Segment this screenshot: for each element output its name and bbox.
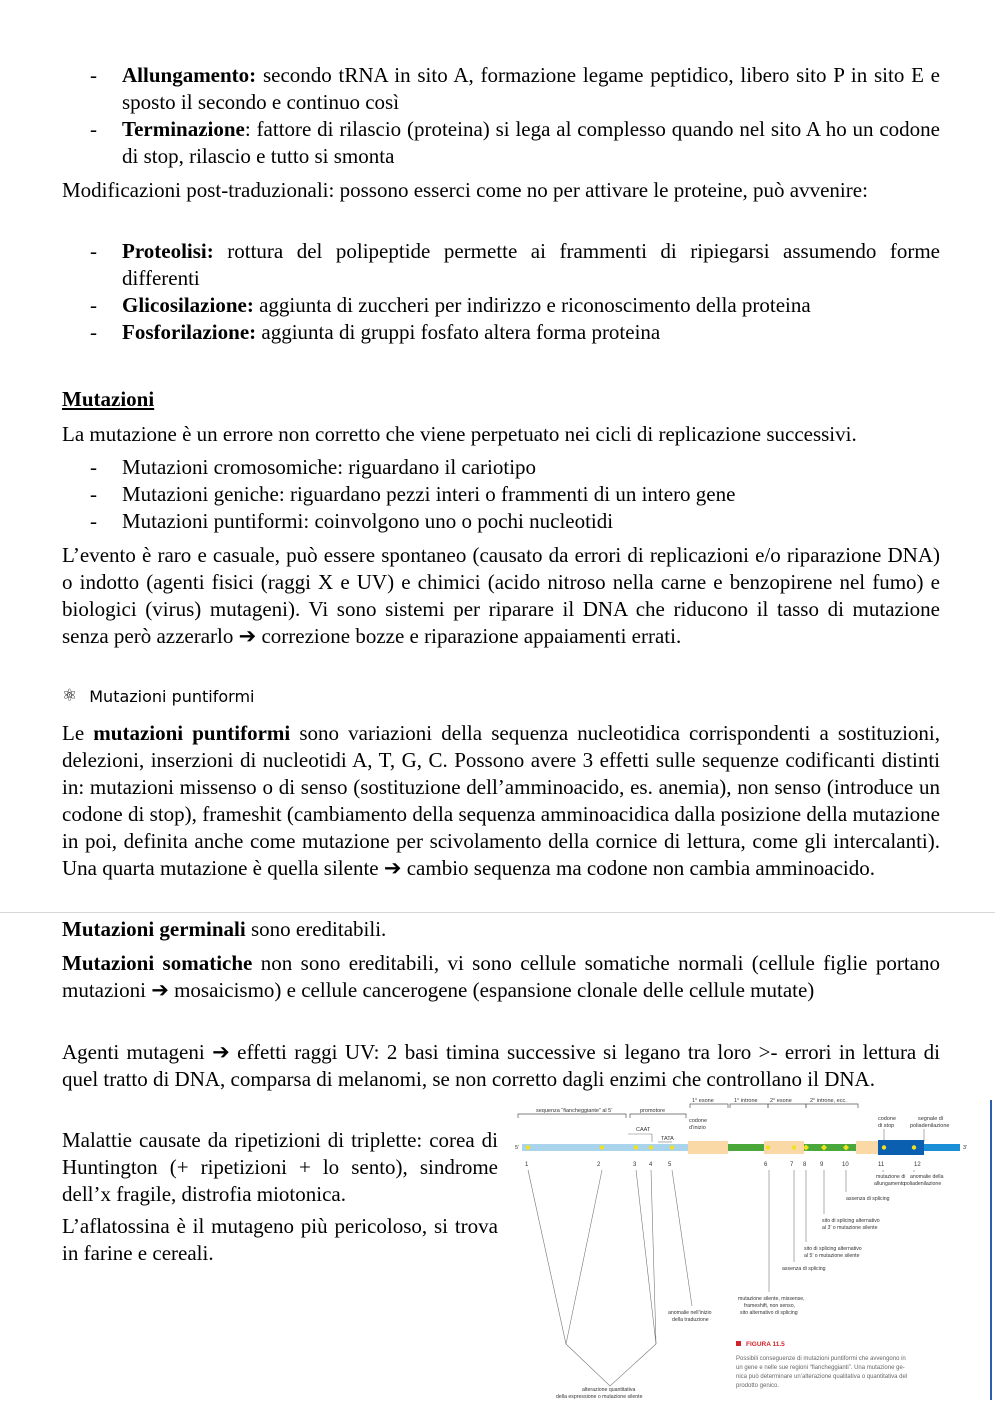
number-label: 8 bbox=[803, 1162, 807, 1168]
gene-diagram bbox=[506, 1096, 970, 1400]
list-item bbox=[62, 292, 940, 319]
agenti-paragraph bbox=[62, 1039, 940, 1093]
dash-bullet: - bbox=[90, 482, 97, 506]
label-anomalie-inizio-1: anomalie nell’inizio bbox=[668, 1310, 712, 1316]
label-silente-1: mutazione silente, missense, bbox=[738, 1296, 805, 1302]
dash-bullet: - bbox=[90, 117, 97, 141]
paragraph-bold: Mutazioni germinali bbox=[62, 917, 246, 941]
paragraph-text: effetti raggi UV: 2 basi timina successive si legano tra loro >- errori in lettura di quel tratto di DNA, comparsa di melanomi, se non corretto dagli enzimi che controllano il DNA. bbox=[62, 1040, 940, 1091]
arrow-right-icon: ➔ bbox=[238, 624, 257, 648]
label-anomalie-inizio-2: della traduzione bbox=[672, 1317, 709, 1323]
list-item-term: Terminazione bbox=[122, 117, 245, 141]
label-assenza-splicing-1: assenza di splicing bbox=[846, 1196, 890, 1202]
label-3-prime: 3’ bbox=[963, 1145, 968, 1151]
label-quantitativa-1: alterazione quantitativa bbox=[582, 1387, 636, 1393]
evento-paragraph bbox=[62, 542, 940, 650]
label-sito-alt-5-2: al 5’ o mutazione silente bbox=[804, 1253, 860, 1259]
caption-line: nica può determinare un’alterazione qualitativa o quantitativa del bbox=[736, 1374, 908, 1380]
aflatossina-paragraph bbox=[62, 1213, 498, 1267]
number-label: 6 bbox=[764, 1162, 768, 1168]
divider bbox=[0, 912, 995, 913]
malattie-paragraph bbox=[62, 1127, 498, 1208]
list-item-text: Mutazioni cromosomiche: riguardano il cariotipo bbox=[122, 455, 537, 479]
paragraph-bold: mutazioni puntiformi bbox=[93, 721, 291, 745]
paragraph-text: Malattie causate da ripetizioni di triplette: corea di Huntington (+ ripetizioni + lo sento), sindrome dell’x fragile, distrofia miotonica. bbox=[62, 1128, 498, 1206]
label-sito-alt-5-1: sito di splicing alternativo bbox=[804, 1246, 862, 1252]
label-codone-stop-1: codone bbox=[878, 1116, 897, 1122]
number-label: 7 bbox=[790, 1162, 794, 1168]
label-caat: CAAT bbox=[636, 1127, 651, 1133]
list-item-term: Glicosilazione: bbox=[122, 293, 254, 317]
label-segnale-2: poliadenilazione bbox=[910, 1123, 950, 1129]
post-translational-paragraph bbox=[62, 177, 940, 204]
list-item-text: Mutazioni puntiformi: coinvolgono uno o pochi nucleotidi bbox=[122, 509, 614, 533]
figure-point-mutations bbox=[506, 1096, 970, 1400]
converge-lines bbox=[566, 1344, 656, 1386]
list-item bbox=[62, 481, 940, 508]
caption-line: prodotto genico. bbox=[736, 1383, 780, 1389]
caption-line: un gene e nelle sue regioni “fiancheggianti”. Una mutazione ge- bbox=[736, 1365, 905, 1371]
puntiformi-paragraph bbox=[62, 720, 940, 882]
label-anomalie-poliad-2: poliadenilazione bbox=[904, 1181, 942, 1187]
germinali-paragraph bbox=[62, 916, 940, 943]
exon-last bbox=[856, 1141, 878, 1154]
arrow-right-icon: ➔ bbox=[151, 978, 169, 1002]
paragraph-text: correzione bozze e riparazione appaiamenti errati. bbox=[256, 624, 682, 648]
section-title-mutazioni: Mutazioni bbox=[62, 387, 155, 411]
paragraph-text: sono variazioni della sequenza nucleotidica corrispondenti a sostituzioni, delezioni, inserzioni di nucleotidi A, T, G, C. Possono avere 3 effetti sulle sequenze codificanti distinti in: mutazioni missenso o di senso (sostituzione dell’amminoacido, es. anemia), non senso (introduce un codone di stop), frameshit (cambiamento della sequenza amminoacidica dalla posizione della mutazione in poi, definita anche come mutazione per scivolamento della cornice di lettura, come gli intercalanti). Una quarta mutazione è quella silente bbox=[62, 721, 940, 880]
paragraph-text: L’aflatossina è il mutageno più pericoloso, si trova in farine e cereali. bbox=[62, 1214, 498, 1265]
list-item-text: aggiunta di zuccheri per indirizzo e riconoscimento della proteina bbox=[253, 293, 811, 317]
list-item bbox=[62, 238, 940, 292]
paragraph-text: La mutazione è un errore non corretto che viene perpetuato nei cicli di replicazione successivi. bbox=[62, 422, 857, 446]
mutazioni-intro bbox=[62, 421, 952, 448]
label-mut-allungamento-1: mutazione di bbox=[876, 1174, 906, 1180]
mutation-types-list bbox=[62, 454, 940, 535]
subheading-mutazioni-puntiformi bbox=[62, 686, 254, 706]
label-introne1: 1° introne bbox=[734, 1098, 758, 1104]
number-label: 5 bbox=[668, 1162, 672, 1168]
label-esone1: 1° esone bbox=[692, 1098, 714, 1104]
number-label: 12 bbox=[914, 1162, 921, 1168]
label-silente-3: sito alternativo di splicing bbox=[740, 1310, 798, 1316]
dash-bullet: - bbox=[90, 455, 97, 479]
number-label: 4 bbox=[649, 1162, 653, 1168]
paragraph-text: L’evento è raro e casuale, può essere spontaneo (causato da errori di replicazioni e/o riparazione DNA) o indotto (agenti fisici (raggi X e UV) e chimici (acido nitroso nella carne e benzopirene nel fumo) e biologici (virus) mutageni). Vi sono sistemi per riparare il DNA che riducono il tasso di mutazione senza però azzerarlo bbox=[62, 543, 940, 648]
number-label: 3 bbox=[633, 1162, 637, 1168]
dash-bullet: - bbox=[90, 293, 97, 317]
arrow-right-icon: ➔ bbox=[383, 856, 402, 880]
flank-region bbox=[522, 1144, 688, 1151]
somatiche-paragraph bbox=[62, 950, 940, 1004]
list-item bbox=[62, 508, 940, 535]
label-assenza-splicing-2: assenza di splicing bbox=[782, 1266, 826, 1272]
list-item-text: : fattore di rilascio (proteina) si lega al complesso quando nel sito A ho un codone di stop, rilascio e tutto si smonta bbox=[122, 117, 940, 168]
dash-bullet: - bbox=[90, 239, 97, 263]
label-codone-stop-2: di stop bbox=[878, 1123, 895, 1129]
label-promotore: promotore bbox=[640, 1108, 666, 1114]
label-introne2: 2° introne, ecc. bbox=[810, 1098, 847, 1104]
list-item-text: secondo tRNA in sito A, formazione legame peptidico, libero sito P in sito E e sposto il secondo e continuo così bbox=[122, 63, 940, 114]
atom-icon: ⚛ bbox=[62, 686, 78, 706]
label-5-prime: 5’ bbox=[515, 1145, 520, 1151]
caption-text bbox=[736, 1356, 907, 1389]
label-fiancheggiante: sequenza “fiancheggiante” al 5’ bbox=[536, 1108, 613, 1114]
paragraph-text: Modificazioni post-traduzionali: possono esserci come no per attivare le proteine, può avvenire: bbox=[62, 178, 868, 202]
dash-bullet: - bbox=[90, 509, 97, 533]
dash-bullet: - bbox=[90, 320, 97, 344]
list-item-text: aggiunta di gruppi fosfato altera forma proteina bbox=[256, 320, 661, 344]
paragraph-text: sono ereditabili. bbox=[245, 917, 387, 941]
list-item bbox=[62, 62, 940, 116]
paragraph-text: mosaicismo) e cellule cancerogene (espansione clonale delle cellule mutate) bbox=[168, 978, 815, 1002]
label-silente-2: frameshift, non senso, bbox=[744, 1303, 796, 1309]
flank-3-region bbox=[924, 1144, 960, 1151]
paragraph-text: cambio sequenza ma codone non cambia amminoacido. bbox=[401, 856, 875, 880]
label-segnale-1: segnale di bbox=[918, 1116, 944, 1122]
exon-1 bbox=[688, 1141, 728, 1154]
list-item-text: rottura del polipeptide permette ai frammenti di ripiegarsi assumendo forme differenti bbox=[122, 239, 940, 290]
label-codone-inizio-1: codone bbox=[689, 1118, 708, 1124]
list-item bbox=[62, 319, 940, 346]
subheading-text: Mutazioni puntiformi bbox=[89, 686, 255, 706]
label-anomalie-poliad-1: anomalie della bbox=[910, 1174, 944, 1180]
paragraph-text: Agenti mutageni bbox=[62, 1040, 213, 1064]
caption-title: FIGURA 11.5 bbox=[746, 1341, 785, 1348]
list-item-term: Proteolisi: bbox=[122, 239, 214, 263]
caption-line: Possibili conseguenze di mutazioni puntiformi che avvengono in bbox=[736, 1356, 906, 1362]
number-label: 11 bbox=[878, 1162, 885, 1168]
list-item-term: Fosforilazione: bbox=[122, 320, 257, 344]
paragraph-bold: Mutazioni somatiche bbox=[62, 951, 253, 975]
label-quantitativa-2: della espressione o mutazione silente bbox=[556, 1394, 643, 1400]
label-esone2: 2° esone bbox=[770, 1098, 792, 1104]
position-numbers bbox=[525, 1162, 921, 1168]
number-label: 2 bbox=[597, 1162, 601, 1168]
list-item bbox=[62, 116, 940, 170]
label-sito-alt-3-2: al 3’ o mutazione silente bbox=[822, 1225, 878, 1231]
paragraph-text: Le bbox=[62, 721, 94, 745]
dash-bullet: - bbox=[90, 63, 97, 87]
number-label: 9 bbox=[820, 1162, 824, 1168]
number-label: 10 bbox=[842, 1162, 849, 1168]
post-translational-list bbox=[62, 238, 940, 346]
label-mut-allungamento-2: allungamento bbox=[874, 1181, 906, 1187]
caption-marker bbox=[736, 1341, 741, 1346]
list-item-text: Mutazioni geniche: riguardano pezzi interi o frammenti di un intero gene bbox=[122, 482, 736, 506]
translation-phases-list bbox=[62, 62, 940, 170]
list-item-term: Allungamento: bbox=[122, 63, 257, 87]
arrow-right-icon: ➔ bbox=[212, 1040, 230, 1064]
intron-1 bbox=[728, 1144, 764, 1151]
number-label: 1 bbox=[525, 1162, 529, 1168]
label-codone-inizio-2: d’inizio bbox=[689, 1125, 706, 1131]
label-tata: TATA bbox=[661, 1136, 674, 1142]
list-item bbox=[62, 454, 940, 481]
label-sito-alt-3-1: sito di splicing alternativo bbox=[822, 1218, 880, 1224]
page-edge-bar bbox=[990, 1100, 992, 1400]
paragraph-text: non sono ereditabili, vi sono cellule somatiche normali (cellule figlie portano mutazioni bbox=[62, 951, 941, 1002]
